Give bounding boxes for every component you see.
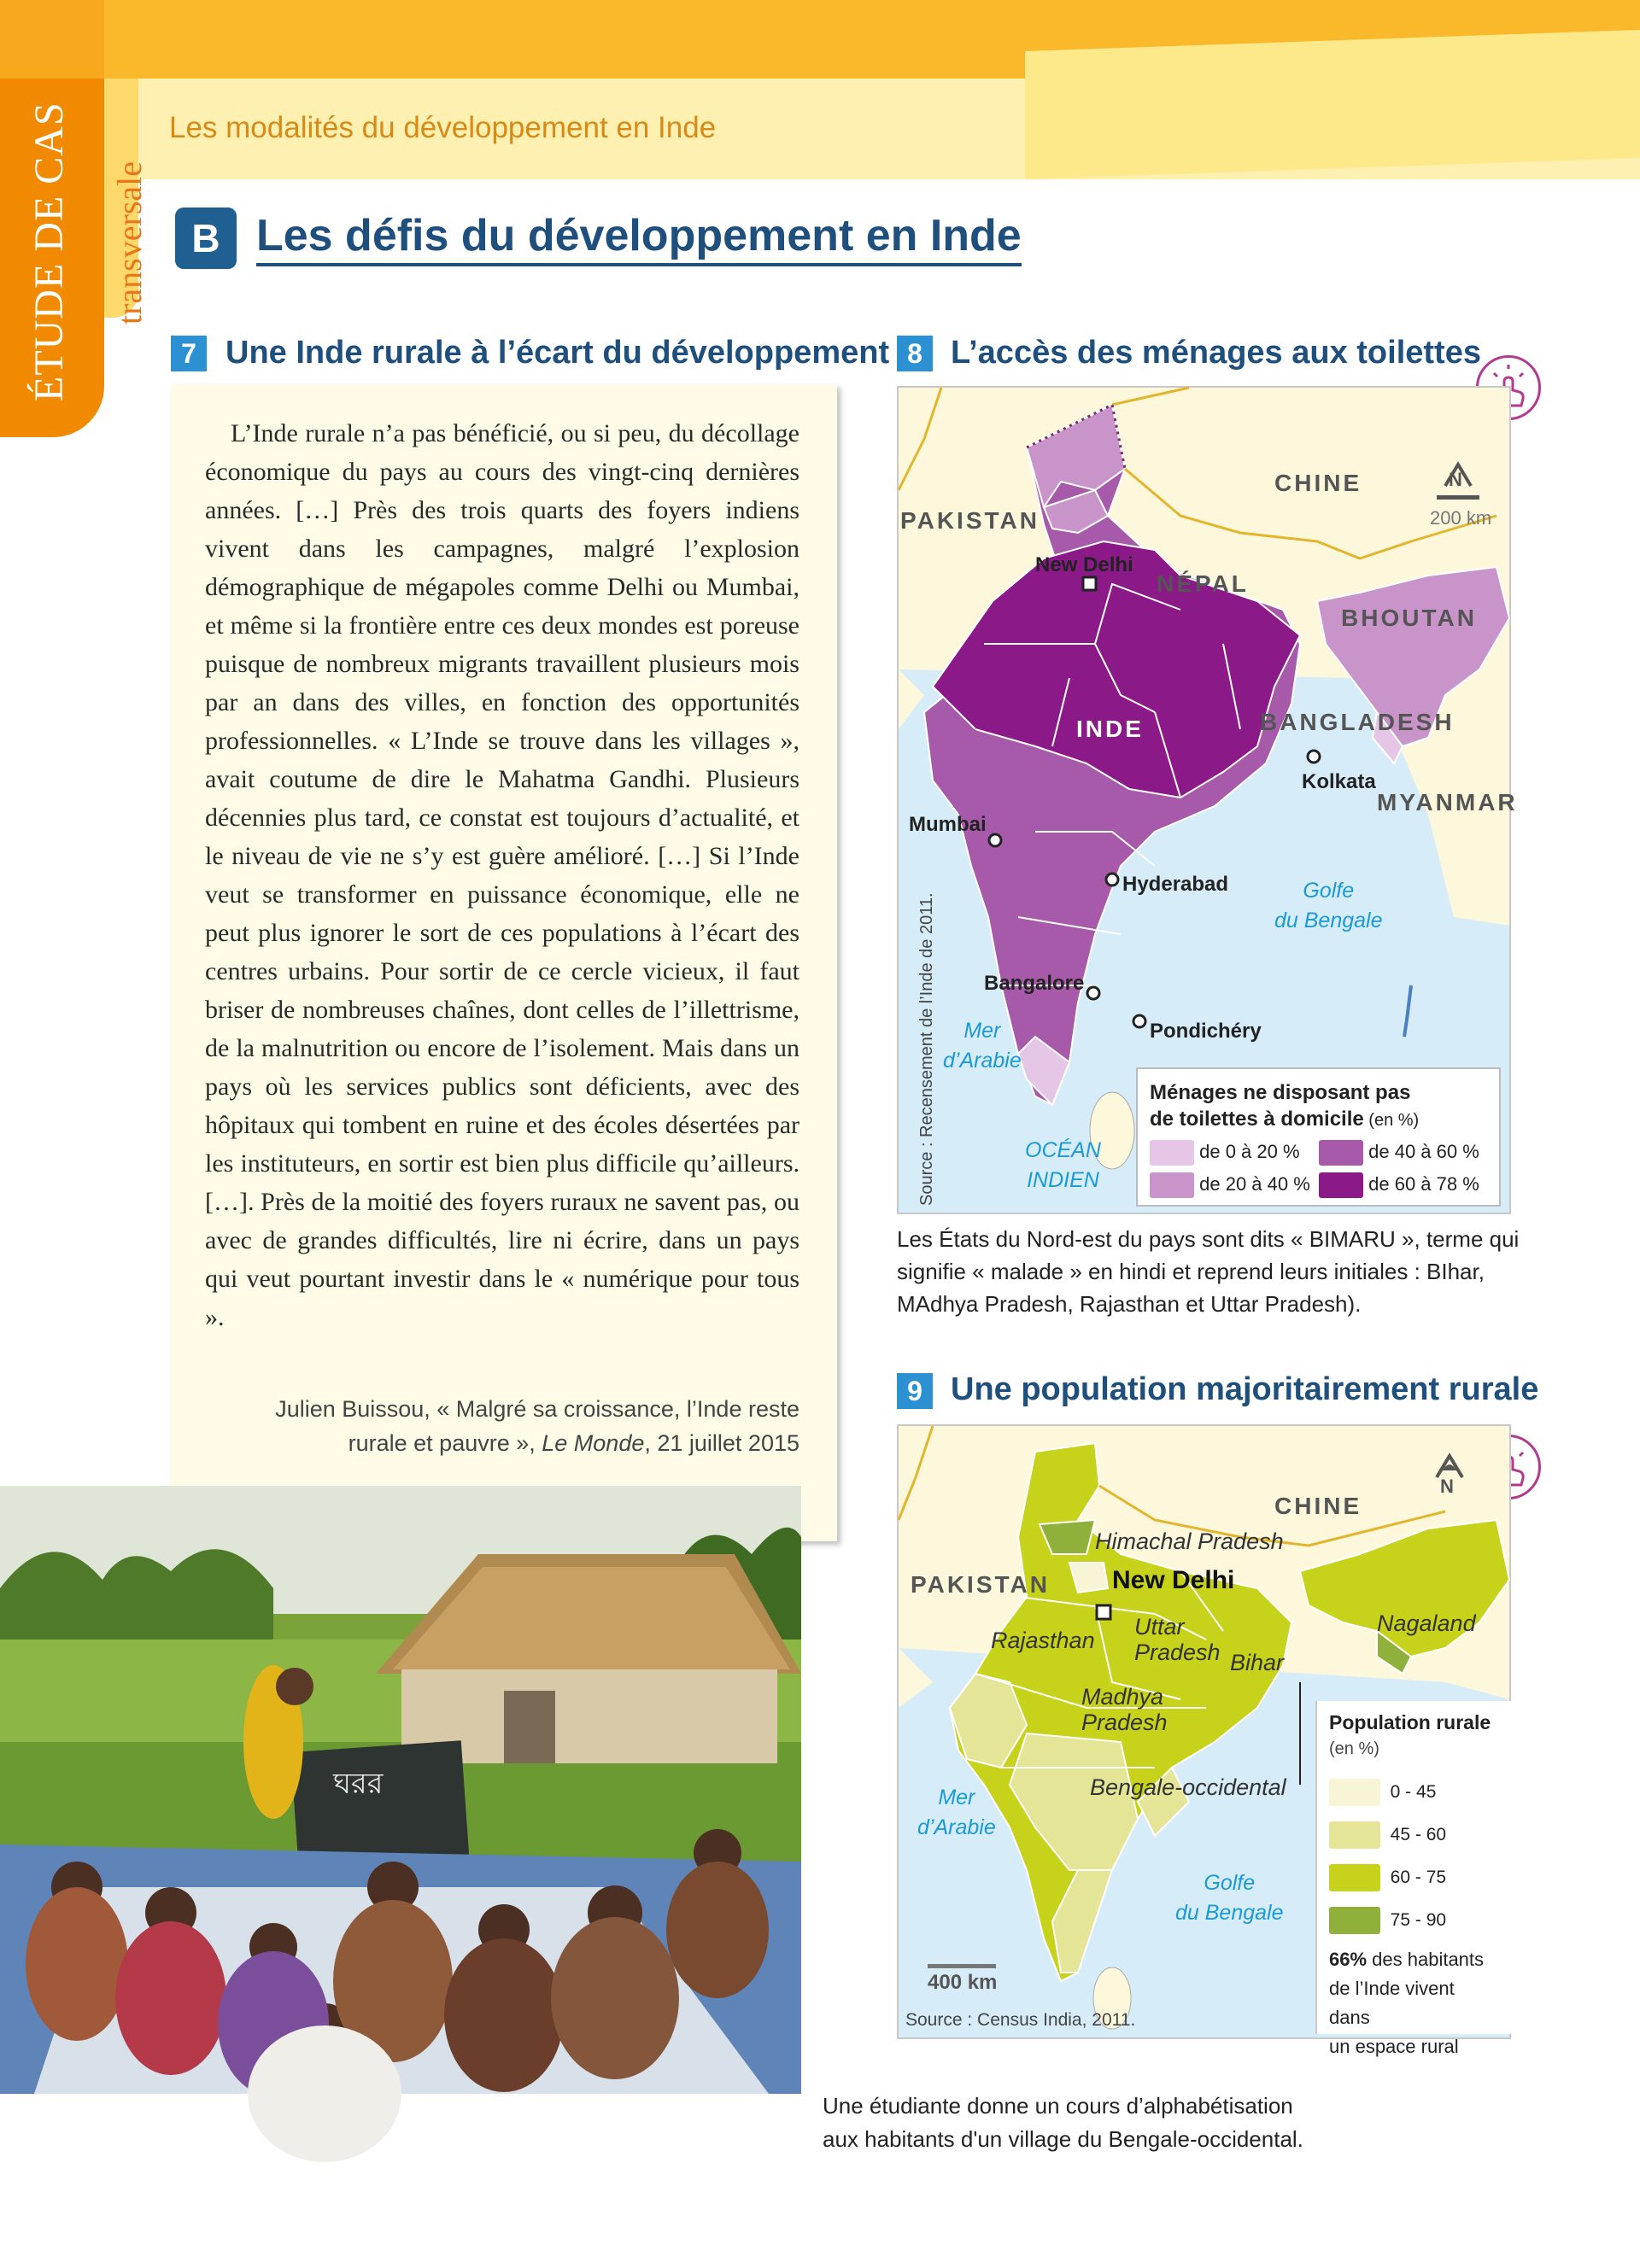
rural-swatch-75-90 — [1329, 1907, 1380, 1934]
state-nagaland: Nagaland — [1377, 1610, 1476, 1636]
village-photo — [0, 1486, 801, 2094]
rural-map-scale: 400 km — [928, 1971, 998, 1994]
rural-label-chine: CHINE — [1274, 1493, 1362, 1519]
toilet-map — [897, 386, 1518, 1214]
legend-title-2: de toilettes à domicile — [1150, 1108, 1364, 1131]
rural-legend-60-75: 60 - 75 — [1390, 1868, 1447, 1887]
label-bangladesh: BANGLADESH — [1260, 709, 1455, 735]
state-uttar-pradesh: Uttar Pradesh — [1134, 1614, 1221, 1665]
doc7-number: 7 — [171, 336, 207, 371]
photo-caption-line1: Une étudiante donne un cours d’alphabétisation — [823, 2093, 1293, 2119]
legend-swatch-60-78 — [1319, 1172, 1363, 1198]
legend-swatch-20-40 — [1150, 1172, 1194, 1198]
article-text: L’Inde rurale n’a pas bénéficié, ou si peu, du décollage économique du pays au cours des vingt-cinq dernières années. […] Près des trois quarts des foyers indiens vivent dans les campagnes, malgré l’explosion démographique de mégapoles comme Delhi ou Mumbai, et même si la frontière entre ces deux mondes est poreuse puisque de nombreux migrants travaillent plusieurs mois par an dans des villes, en fonction des opportunités professionnelles. « L’Inde se trouve dans les villages », avait coutume de dire le Mahatma Gandhi. Plusieurs décennies plus tard, ce constat est toujours d’actualité, et le niveau de vie ne s’y est guère amélioré. […] Si l’Inde veut se transformer en puissance économique, elle ne peut plus ignorer le sort de ces populations à l’écart des centres urbains. Pour sortir de ce cercle vicieux, il faut briser de nombreuses chaînes, dont celles de l’illettrisme, de la malnutrition ou encore de l’isolement. Mais dans un pays où les services publics sont déficients, avec des hôpitaux qui tombent en ruine et des écoles désertées par les instituteurs, en sortir est bien plus difficile qu’ailleurs. […]. Près de la moitié des foyers ruraux ne savent pas, ou avec de grandes difficultés, lire ni écrire, dans un pays qui veut pourtant investir dans le « numérique pour tous ». — [205, 419, 800, 1331]
doc7-title: Une Inde rurale à l’écart du développement — [226, 335, 890, 371]
sea-mer-arabie: Mer d’Arabie — [943, 1019, 1022, 1073]
toilet-map-source: Source : Recensement de l’Inde de 2011. — [917, 892, 936, 1206]
rural-swatch-60-75 — [1329, 1864, 1380, 1891]
rural-legend-unit: (en %) — [1329, 1739, 1379, 1758]
label-chine: CHINE — [1274, 470, 1362, 496]
toilet-map-caption: Les États du Nord-est du pays sont dits « BIMARU », terme qui signifie « malade » en hindi et reprend leurs initiales : BIhar, MAdhya Pradesh, Rajasthan et Uttar Pradesh). — [897, 1226, 1520, 1317]
rural-sea-golfe-bengale: Golfe du Bengale — [1175, 1871, 1284, 1925]
photo-caption — [823, 2090, 1303, 2156]
header-band-accent — [1025, 30, 1640, 179]
state-rajasthan: Rajasthan — [991, 1628, 1095, 1653]
rural-legend-0-45: 0 - 45 — [1390, 1782, 1437, 1802]
sea-golfe-bengale: Golfe du Bengale — [1274, 879, 1383, 932]
citation — [219, 1392, 800, 1460]
photo-illustration — [0, 1486, 801, 2094]
city-hyderabad: Hyderabad — [1122, 873, 1229, 896]
rural-stat-text3: un espace rural — [1329, 2036, 1459, 2057]
rural-swatch-0-45 — [1329, 1779, 1380, 1806]
rural-stat-value: 66% — [1329, 1949, 1368, 1970]
label-pakistan: PAKISTAN — [900, 507, 1040, 534]
state-delhi: New Delhi — [1112, 1566, 1235, 1594]
label-nepal: NÉPAL — [1157, 570, 1249, 597]
rural-legend-45-60: 45 - 60 — [1390, 1825, 1447, 1844]
toilet-legend — [1136, 1067, 1501, 1207]
label-bhoutan: BHOUTAN — [1341, 605, 1477, 631]
legend-item-0-20: de 0 à 20 % — [1199, 1141, 1300, 1162]
city-kolkata: Kolkata — [1302, 770, 1376, 793]
doc8-number: 8 — [897, 336, 933, 371]
citation-date: , 21 juillet 2015 — [644, 1430, 800, 1456]
doc8-title: L’accès des ménages aux toilettes — [951, 335, 1481, 371]
legend-item-40-60: de 40 à 60 % — [1368, 1141, 1479, 1162]
rural-sea-mer-arabie: Mer d’Arabie — [917, 1786, 996, 1839]
legend-item-20-40: de 20 à 40 % — [1199, 1173, 1310, 1195]
legend-title-1: Ménages ne disposant pas — [1150, 1081, 1411, 1104]
legend-swatch-0-20 — [1150, 1140, 1194, 1166]
rural-stat-text1: des habitants — [1367, 1949, 1485, 1970]
city-delhi: New Delhi — [1035, 553, 1133, 576]
sea-ocean-indien: OCÉAN INDIEN — [1025, 1138, 1101, 1192]
side-sublabel: transversale — [110, 161, 149, 324]
toilet-map-scale: 200 km — [1430, 507, 1492, 529]
rural-legend-title: Population rurale — [1329, 1711, 1491, 1733]
rural-label-pakistan: PAKISTAN — [911, 1571, 1050, 1598]
board-text: ঘরর — [333, 1767, 384, 1801]
city-pondichery: Pondichéry — [1150, 1020, 1262, 1043]
legend-item-60-78: de 60 à 78 % — [1368, 1173, 1479, 1195]
label-myanmar: MYANMAR — [1377, 789, 1518, 815]
side-label: ÉTUDE DE CAS — [26, 102, 72, 401]
rural-stat — [1329, 1945, 1500, 2061]
rural-stat-text2: de l’Inde vivent dans — [1329, 1978, 1455, 2028]
toilet-map-north: N — [1449, 469, 1462, 490]
doc9-number: 9 — [897, 1373, 933, 1409]
state-himachal: Himachal Pradesh — [1095, 1529, 1284, 1554]
legend-swatch-40-60 — [1319, 1140, 1363, 1166]
section-badge: B — [175, 208, 237, 269]
label-inde: INDE — [1076, 716, 1144, 742]
rural-legend-75-90: 75 - 90 — [1390, 1910, 1447, 1930]
rural-map — [897, 1424, 1511, 2057]
city-mumbai: Mumbai — [909, 813, 987, 836]
section-title: Les défis du développement en Inde — [256, 210, 1022, 266]
state-madhya-pradesh: Madhya Pradesh — [1081, 1684, 1168, 1735]
rural-map-north: N — [1440, 1476, 1454, 1497]
state-bengale: Bengale-occidental — [1090, 1774, 1286, 1800]
citation-author: Julien Buissou, « Malgré sa croissance, l’Inde reste rurale et pauvre », — [275, 1396, 800, 1456]
doc9-title: Une population majoritairement rurale — [951, 1371, 1539, 1407]
photo-caption-line2: aux habitants d'un village du Bengale-occidental. — [823, 2126, 1303, 2152]
city-bangalore: Bangalore — [984, 972, 1085, 995]
rural-legend — [1315, 1701, 1512, 2057]
legend-unit: (en %) — [1363, 1111, 1420, 1130]
rural-map-source: Source : Census India, 2011. — [905, 2010, 1136, 2030]
text-box — [171, 384, 837, 1541]
state-bihar: Bihar — [1230, 1650, 1285, 1675]
citation-source: Le Monde — [542, 1430, 645, 1456]
breadcrumb: Les modalités du développement en Inde — [169, 111, 717, 144]
rural-swatch-45-60 — [1329, 1821, 1380, 1849]
